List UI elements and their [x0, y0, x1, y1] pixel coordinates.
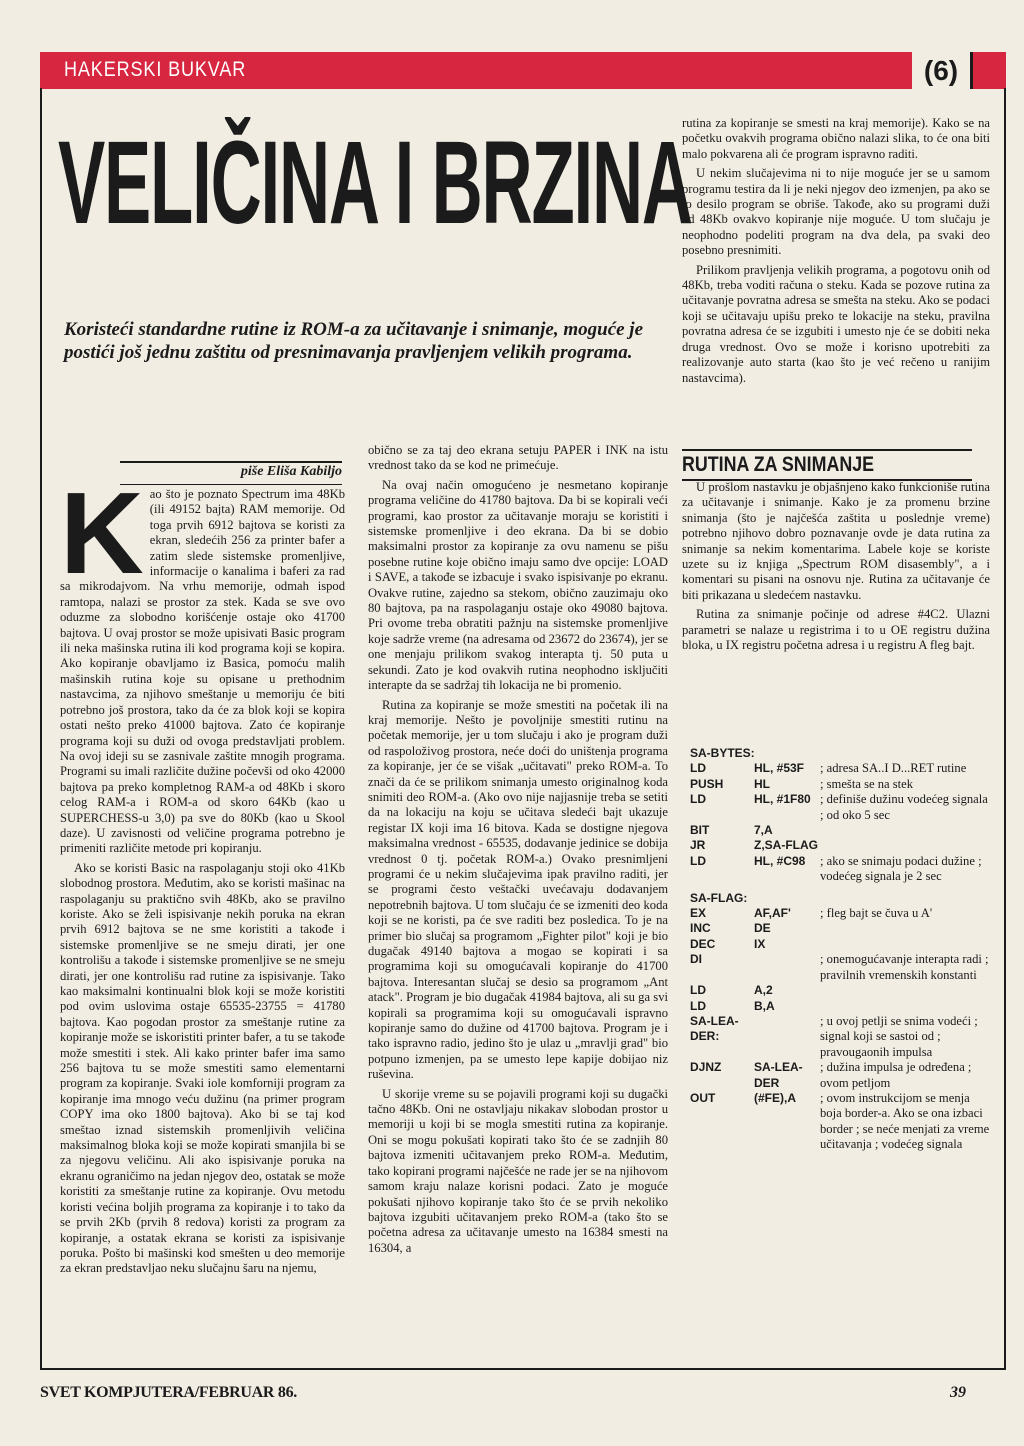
code-label: SA-FLAG:	[690, 890, 748, 905]
series-label: HAKERSKI BUKVAR	[64, 58, 247, 81]
code-mnemonic: JR	[690, 838, 706, 853]
code-operand: HL, #53F	[754, 761, 805, 776]
code-operand: DE	[754, 921, 771, 936]
code-row	[690, 921, 990, 936]
code-comment: ; fleg bajt se čuva u A'	[820, 906, 933, 921]
code-mnemonic: DEC	[690, 936, 716, 951]
code-row	[690, 999, 990, 1014]
code-comment: ; smešta se na stek	[820, 776, 914, 791]
paragraph: Ako se koristi Basic na raspolaganju stoji oko 41Kb slobodnog prostora. Međutim, ako se koristi mašinac na raspolaganju su praktično svih 48Kb, ako se pravilno koriste. Ako se želi ispisivanje nekih poruka na ekran prvih 6912 bajtova se ne sme koristiti a takođe i sistemske promenljive se ne smeju dirati, jer one kontrolišu a takođe i sistemske promenljive se ne smeju dirati, jer one kontrolišu rad rutine za ispisivanje. Tako kao maksimalni kontinualni blok koji se može koristiti pod ovim uslovima ostaje 65535-23755 = 41780 bajtova. Kao pogodan prostor za smeštanje rutine za kopiranje može se iskoristiti printer bafer, a tu se takođe može smestiti i stek. Ali kako printer bafer ima samo 256 bajtova tu se može smestiti samo elementarni program za kopiranje. Svaki iole komforniji program za kopiranje ima mnogo veću dužinu (na primer program COPY ima oko 1800 bajtova). Ako bi se taj kod smeštao iznad sistemskih promenljivih veličina maksimalnog bloka koji se može kopirati smanjila bi se za njegovu veličinu. Ali ako ispisivanje poruka na ekranu ograničimo na jedan njegov deo, ostatak se može koristiti za smeštanje rutine za kopiranje. Ovu metodu koristi većina boljih programa za kopiranje i to tako da se prvih 2Kb (prvih 8 redova) koristi za program za kopiranje, a ostatak ekrana se koristi za ispisivanje poruka. Pošto bi mašinski kod smešten u deo memorije za ekran predstavljao neku slučajnu šaru na njemu,	[60, 860, 346, 1276]
code-mnemonic: BIT	[690, 823, 710, 838]
paragraph: U prošlom nastavku je objašnjeno kako funkcioniše rutina za učitavanje i snimanje. Kako je za promenu brzine snimanja (što je najčešća zaštita u poslednje vreme) potrebno njihovo dobro poznavanje ovde je data rutina za snimanje sa nekim komentarima. Labele koje se koriste uzete su iz knjiga „Spectrum ROM disasembly", a i komentari su pisani na osnovu nje. Rutina za učitavanje će biti prikazana u sledećem nastavku.	[682, 480, 990, 602]
code-row	[690, 1014, 990, 1060]
code-comment: ; ovom instrukcijom se menja boja border-a. Ako se ona izbaci border ; se neće menjati za vreme učitavanja ; vodećeg signala	[820, 1090, 990, 1152]
code-comment	[820, 838, 990, 853]
paragraph: rutina za kopiranje se smesti na kraj memorije). Kako se na početku ovakvih programa obično nalazi slika, to će ona biti malo pokvarena ali će program ispravno raditi.	[682, 116, 990, 161]
code-operand: HL	[754, 776, 770, 791]
code-comment: ; adresa SA..I D...RET rutine	[820, 761, 967, 776]
code-comment	[820, 999, 990, 1014]
code-operand: 7,A	[754, 823, 773, 838]
code-mnemonic: LD	[690, 792, 706, 807]
paragraph-text: ao što je poznato Spectrum ima 48Kb (ili 49152 bajta) RAM memorije. Od toga prvih 6912 bajtova se koristi za ekran, sledećih 256 za printer bafer a zatim slede sistemske promenljive, informacije o kanalima i baferi za rad sa mikrodajvom. Na vrhu memorije, odmah ispod ramtopa, nalazi se prostor za stek. Kada se sve ovo oduzme za slobodno korišćenje ostaje oko 41700 bajtova. U ovaj prostor se može upisivati Basic program ili neka mašinska rutina ili kod programa koji se kopira. Ako kopiranje obavljamo iz Basica, pomoću malih mašinskih rutina koje su opisane u prethodnim nastavcima, za njihovo smeštanje u memoriju će biti potrebno još prostora, tako da će za blok koji se kopira ostati nešto preko 41000 bajtova. Zato će kopiranje programa koji su duži od ovoga predstavljati problem. Na ovoj ideji su se zasnivale zaštite mnogih programa. Programi su imali različite dužine počevši od oko 42000 bajtova pa preko kompletnog RAM-a od 48Kb i skoro celog RAM-a i ROM-a od skoro 64Kb (kao u SUPERCHESS-u 3,0) pa sve do 80Kb (kao u Skool daze). U zavisnosti od veličine programa potrebno je primeniti različite metode pri kopiranju.	[60, 487, 345, 856]
code-operand: Z,SA-FLAG	[754, 838, 818, 853]
code-mnemonic: EX	[690, 906, 707, 921]
issue-number: (6)	[912, 52, 973, 89]
code-operand: AF,AF'	[754, 906, 791, 921]
code-mnemonic: INC	[690, 921, 711, 936]
code-label: SA-BYTES:	[690, 746, 755, 760]
code-operand: SA-LEA-DER	[754, 1060, 803, 1090]
magazine-issue: SVET KOMPJUTERA/FEBRUAR 86.	[40, 1384, 297, 1401]
code-mnemonic: LD	[690, 998, 706, 1013]
code-mnemonic: DJNZ	[690, 1060, 722, 1075]
paragraph: Rutina za snimanje počinje od adrese #4C2. Ulazni parametri se nalaze u registrima i to u OE registru dužina bloka, u IX registru početna adresa i u registru A fleg bajt.	[682, 607, 990, 653]
code-comment	[820, 823, 990, 838]
code-row	[690, 952, 990, 983]
code-comment: ; onemogućavanje interapta radi ; pravilnih vremenskih konstanti	[820, 952, 989, 982]
code-operand: B,A	[754, 998, 775, 1013]
code-mnemonic: LD	[690, 761, 706, 776]
code-comment: ; definiše dužinu vodećeg signala ; od oko 5 sec	[820, 792, 988, 822]
code-mnemonic: LD	[690, 983, 706, 998]
code-comment	[820, 983, 990, 998]
code-operand: HL, #C98	[754, 853, 806, 868]
byline-rule-bottom	[120, 484, 342, 485]
code-mnemonic: OUT	[690, 1090, 716, 1105]
column-2	[368, 443, 668, 1260]
code-row	[690, 792, 990, 823]
column-3-section	[682, 480, 990, 657]
drop-cap: K	[60, 468, 144, 598]
page-number: 39	[950, 1384, 966, 1401]
code-row	[690, 854, 990, 885]
byline-rule-top	[120, 461, 342, 463]
code-comment	[820, 921, 990, 936]
code-row	[690, 906, 990, 921]
code-operand	[754, 952, 820, 983]
code-mnemonic: LD	[690, 853, 706, 868]
section-heading	[682, 449, 972, 481]
code-operand	[754, 1014, 820, 1060]
code-operand: IX	[754, 936, 766, 951]
code-row	[690, 777, 990, 792]
code-row	[690, 983, 990, 998]
article-lead: Koristeći standardne rutine iz ROM-a za učitavanje i snimanje, moguće je postići još jednu zaštitu od presnimavanja pravljenjem velikih programa.	[64, 319, 644, 363]
code-comment: ; u ovoj petlji se snima vodeći ; signal koji se sastoi od ; pravougaonih impulsa	[820, 1013, 978, 1059]
code-block-2	[690, 906, 990, 1153]
column-3	[682, 116, 990, 390]
paragraph: Na ovaj način omogućeno je nesmetano kopiranje programa veličine do 41780 bajtova. Da bi se kopirali veći programi, kao prostor za učitavanje moraju se koristiti i sistemske promenljive i deo ekrana. Da bi se dobio maksimalni prostor za kopiranje za ovu namenu se pišu posebne rutine koje obično imaju samo dve opcije: LOAD i SAVE, a takođe se izbacuje i svako ispisivanje po ekranu. Ovakve rutine, zajedno sa stekom, obično zauzimaju oko 80 bajtova, pa na raspolaganju ostaje oko 49080 bajtova. Pri ovome treba obratiti pažnju na sistemske promenljive koje sadrže vreme (na adresama od 23672 do 23674), jer se one menjaju prilikom svakog interapta tj. 50 puta u sekundi. Zato je kod ovakvih rutina neophodno isključiti interapte da se sadržaj tih lokacija ne bi promenio.	[368, 477, 668, 693]
code-row	[690, 1060, 990, 1091]
code-comment: ; dužina impulsa je određena ; ovom petljom	[820, 1060, 972, 1090]
paragraph: Prilikom pravljenja velikih programa, a pogotovu onih od 48Kb, treba voditi računa o steku. Kada se pozove rutina za učitavanje povratna adresa se smešta na steku. Ako se podaci koji se učitavaju upišu preko te lokacije na steku, pravilna povratna adresa će se izgubiti i umesto nje će se dobiti neka druga vrednost. Ovo se može i korisno upotrebiti za realizovanje auto starta (kao što je već rečeno u ranijim nastavcima).	[682, 262, 990, 385]
code-row	[690, 823, 990, 838]
byline: piše Eliša Kabiljo	[240, 464, 342, 479]
code-comment	[820, 937, 990, 952]
section-heading-text: RUTINA ZA SNIMANJE	[682, 453, 875, 476]
article-title: VELIČINA I BRZINA	[58, 117, 692, 249]
code-row	[690, 761, 990, 776]
series-banner	[40, 52, 1006, 89]
code-row	[690, 1091, 990, 1153]
paragraph: Rutina za kopiranje se može smestiti na početak ili na kraj memorije. Nešto je povoljnije smestiti rutinu na početak memorije, jer u tom slučaju i ako je program duži od raspoloživog prostora, neće doći do uništenja programa za kopiranje, jer će se višak „učitavati" preko ROM-a. To znači da će se prilikom snimanja umesto originalnog koda snimiti deo ROM-a. (Ako ovo nije najjasnije treba se setiti da na lokaciju na koju se učitava sledeći bajt ukazuje registar IX koji ima 16 bitova. Kada se dostigne njegova maksimalna vrednost - 65535, dodavanje jedinice se dobija vrednost 0 tj. početak ROM-a.) Ovako presnimljeni programi će u nekim slučajevima ipak pravilno raditi, jer se programi često veštački uvećavaju dodavanjem nepotrebnih bajtova. U tom slučaju će se izmeniti deo koda koji se ne koristi, pa će sve raditi bez posledica. To je na primer bio slučaj sa programom „Fighter pilot" koji je bio dugačak 49140 bajtova a mogao se kopirati i sa programima koji su omogućavali kopiranje do 41700 bajtova. Interesantan slučaj se desio sa programom „Ant atack". Program je bio dugačak 41984 bajtova, ali su ga svi kopirali sa programima koji su omogućavali ispravno kopiranje samo do dužine od 41700 bajtova. Program je i tako ispravno radio, jedino što je ulaz u „mravlji grad" bio potpuno izmenjen, pa se umesto lepe kapije dobijao niz ruševina.	[368, 697, 668, 1082]
code-operand: A,2	[754, 983, 773, 998]
paragraph: U nekim slučajevima ni to nije moguće jer se u samom programu testira da li je neki njegov deo izmenjen, pa ako se to desilo program se obriše. Takođe, ako su programi duži od 48Kb ovakvo kopiranje nije moguće. U tom slučaju je neophodno podeliti program na dva dela, pa svaki deo posebno presnimiti.	[682, 166, 990, 258]
code-mnemonic: DI	[690, 952, 702, 967]
paragraph: obično se za taj deo ekrana setuju PAPER i INK na istu vrednost tako da se kod ne primećuje.	[368, 443, 668, 473]
code-row	[690, 838, 990, 853]
paragraph: U skorije vreme su se pojavili programi koji su dugački tačno 48Kb. Oni ne ostavljaju nikakav slobodan prostor u memoriji u koji bi se mogla smestiti rutina za kopiranje. Oni se mogu pokušati kopirati tako što će se zadnjih 80 bajtova izmeniti učitavanjem preko ROM-a. Međutim, tako kopirani programi najčešće ne rade jer se na njihovom samom kraju nalaze korisni podaci. Zato je moguće pokušati njihovo kopiranje tako što će se prvih nekoliko bajtova izgubiti učitavanjem preko ROM-a (tako što se početna adresa za učitavanje umesto na 16384 smesti na 16304, a	[368, 1086, 668, 1255]
code-mnemonic: SA-LEA-DER:	[690, 1013, 739, 1044]
code-row	[690, 937, 990, 952]
code-listing	[690, 740, 990, 1153]
code-operand: HL, #1F80	[754, 792, 811, 807]
code-block-1	[690, 761, 990, 884]
code-operand: (#FE),A	[754, 1090, 796, 1105]
code-mnemonic: PUSH	[690, 776, 724, 791]
code-comment: ; ako se snimaju podaci dužine ; vodećeg signala je 2 sec	[820, 853, 982, 884]
